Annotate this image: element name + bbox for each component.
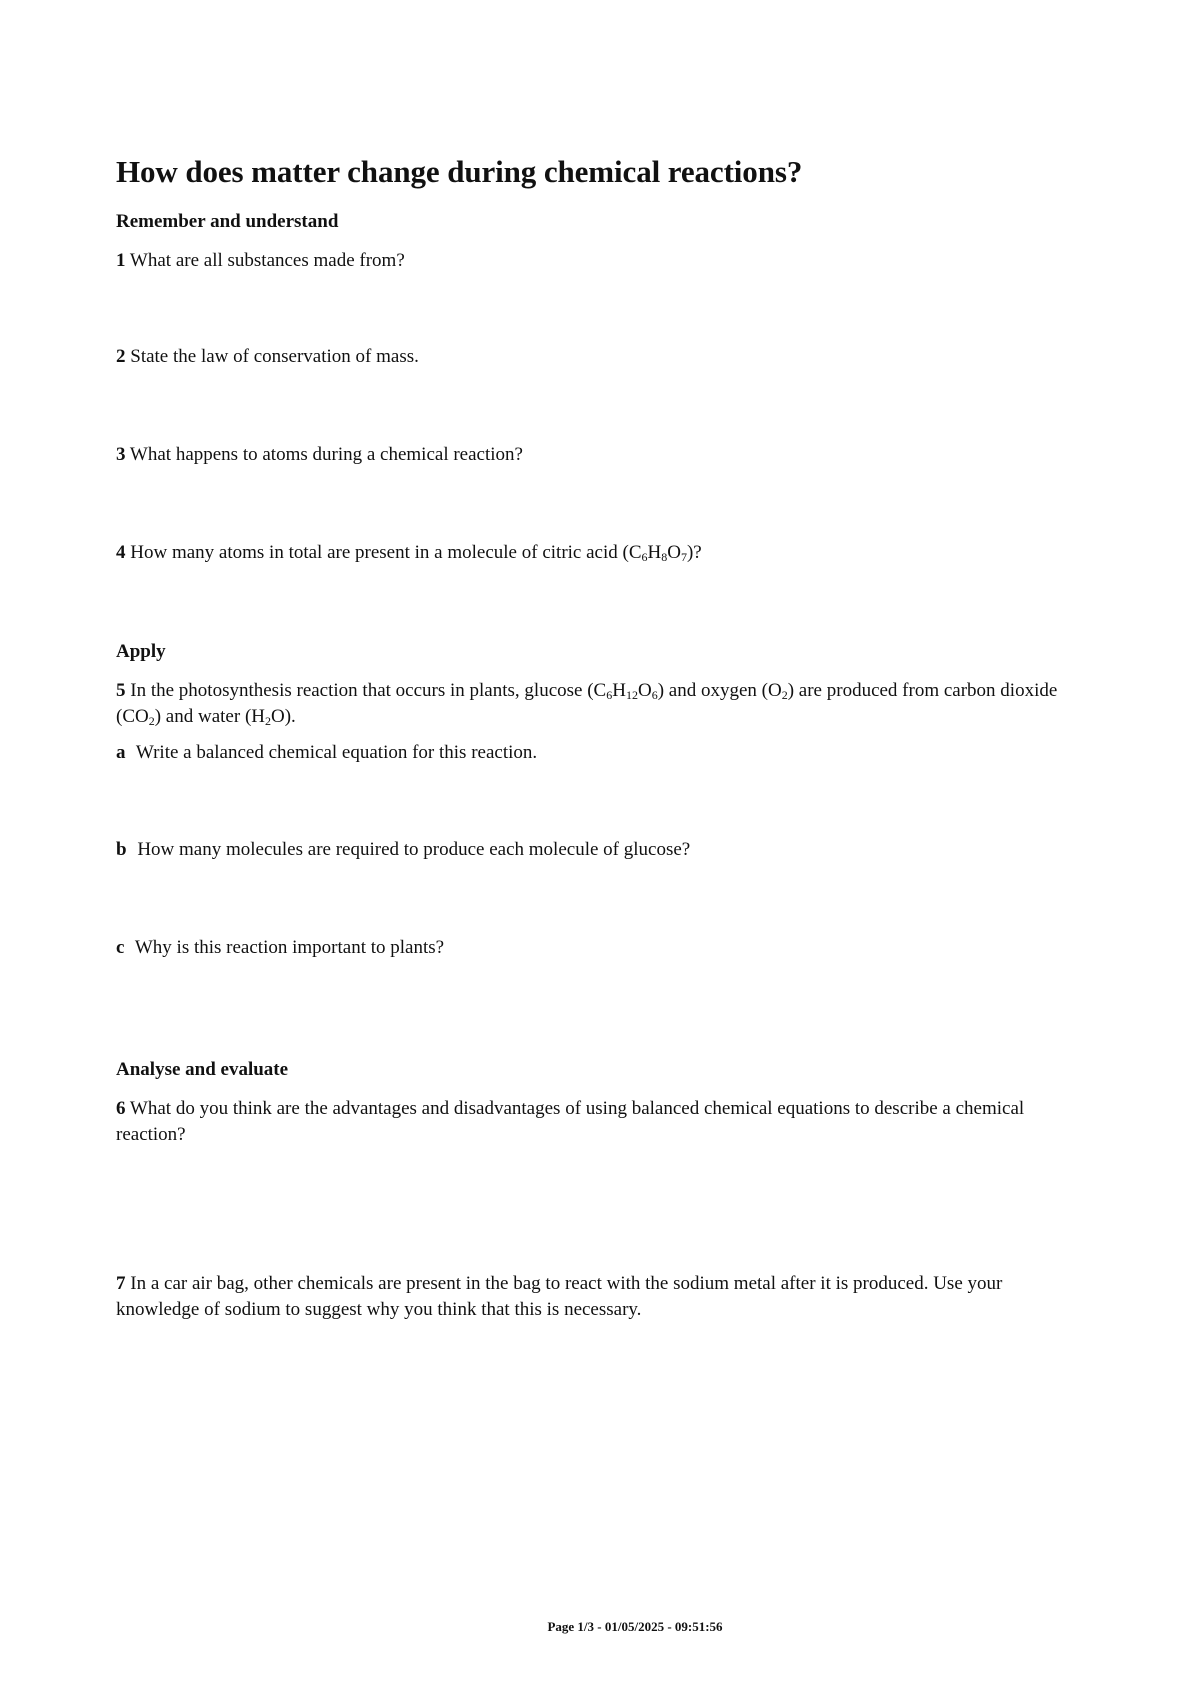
question-5a bbox=[116, 740, 1086, 766]
citric-acid-formula: $C_6H_8O_7$ bbox=[628, 542, 687, 564]
page-title: How does matter change during chemical reactions? bbox=[116, 154, 803, 189]
question-text-end: )? bbox=[686, 542, 702, 563]
water-formula: $H_2O$ bbox=[251, 706, 285, 728]
question-text: In a car air bag, other chemicals are present in the bag to react with the sodium metal after it is produced. Use your knowledge of sodium to suggest why you think that this is necessary. bbox=[116, 1273, 1003, 1320]
oxygen-formula: $O_2$ bbox=[767, 680, 788, 702]
question-number: 3 bbox=[116, 444, 126, 465]
sub-question-letter: b bbox=[116, 839, 127, 860]
question-text: How many atoms in total are present in a molecule of citric acid ( bbox=[130, 542, 629, 563]
section-heading-remember: Remember and understand bbox=[116, 211, 339, 232]
question-text: State the law of conservation of mass. bbox=[130, 346, 419, 367]
co2-formula: $CO_2$ bbox=[122, 706, 155, 728]
sub-question-text: How many molecules are required to produce each molecule of glucose? bbox=[137, 839, 691, 860]
question-5: 5 In the photosynthesis reaction that occurs in plants, glucose $(C_6H_{12}O_6)$ and oxygen $(O_2)$ are produced from carbon dioxide $(CO_2)$ and water $(H_2O)$. bbox=[116, 680, 1058, 728]
question-7 bbox=[116, 1271, 1086, 1323]
question-5c bbox=[116, 935, 1086, 961]
sub-question-text: Write a balanced chemical equation for this reaction. bbox=[135, 742, 538, 763]
question-text: What do you think are the advantages and disadvantages of using balanced chemical equations to describe a chemical reaction? bbox=[116, 1098, 1025, 1145]
question-number: 1 bbox=[116, 250, 126, 271]
question-text: What are all substances made from? bbox=[129, 250, 405, 271]
question-5b bbox=[116, 837, 1086, 863]
page-footer: Page 1/3 - 01/05/2025 - 09:51:56 bbox=[547, 1619, 723, 1634]
question-text: What happens to atoms during a chemical reaction? bbox=[129, 444, 523, 465]
sub-question-text: Why is this reaction important to plants? bbox=[134, 937, 445, 958]
glucose-formula: $C_6H_{12}O_6$ bbox=[593, 680, 658, 702]
question-number: 2 bbox=[116, 346, 126, 367]
sub-question-letter: a bbox=[116, 742, 126, 763]
question-1 bbox=[116, 248, 1086, 274]
sub-question-letter: c bbox=[116, 937, 125, 958]
question-4 bbox=[116, 540, 1086, 566]
question-number: 7 bbox=[116, 1273, 126, 1294]
question-number: 5 bbox=[116, 680, 126, 701]
question-3 bbox=[116, 442, 1086, 468]
section-heading-analyse: Analyse and evaluate bbox=[116, 1059, 289, 1080]
question-number: 4 bbox=[116, 542, 126, 563]
question-number: 6 bbox=[116, 1098, 126, 1119]
question-6 bbox=[116, 1096, 1086, 1148]
section-heading-apply: Apply bbox=[116, 641, 166, 662]
question-2 bbox=[116, 344, 1086, 370]
